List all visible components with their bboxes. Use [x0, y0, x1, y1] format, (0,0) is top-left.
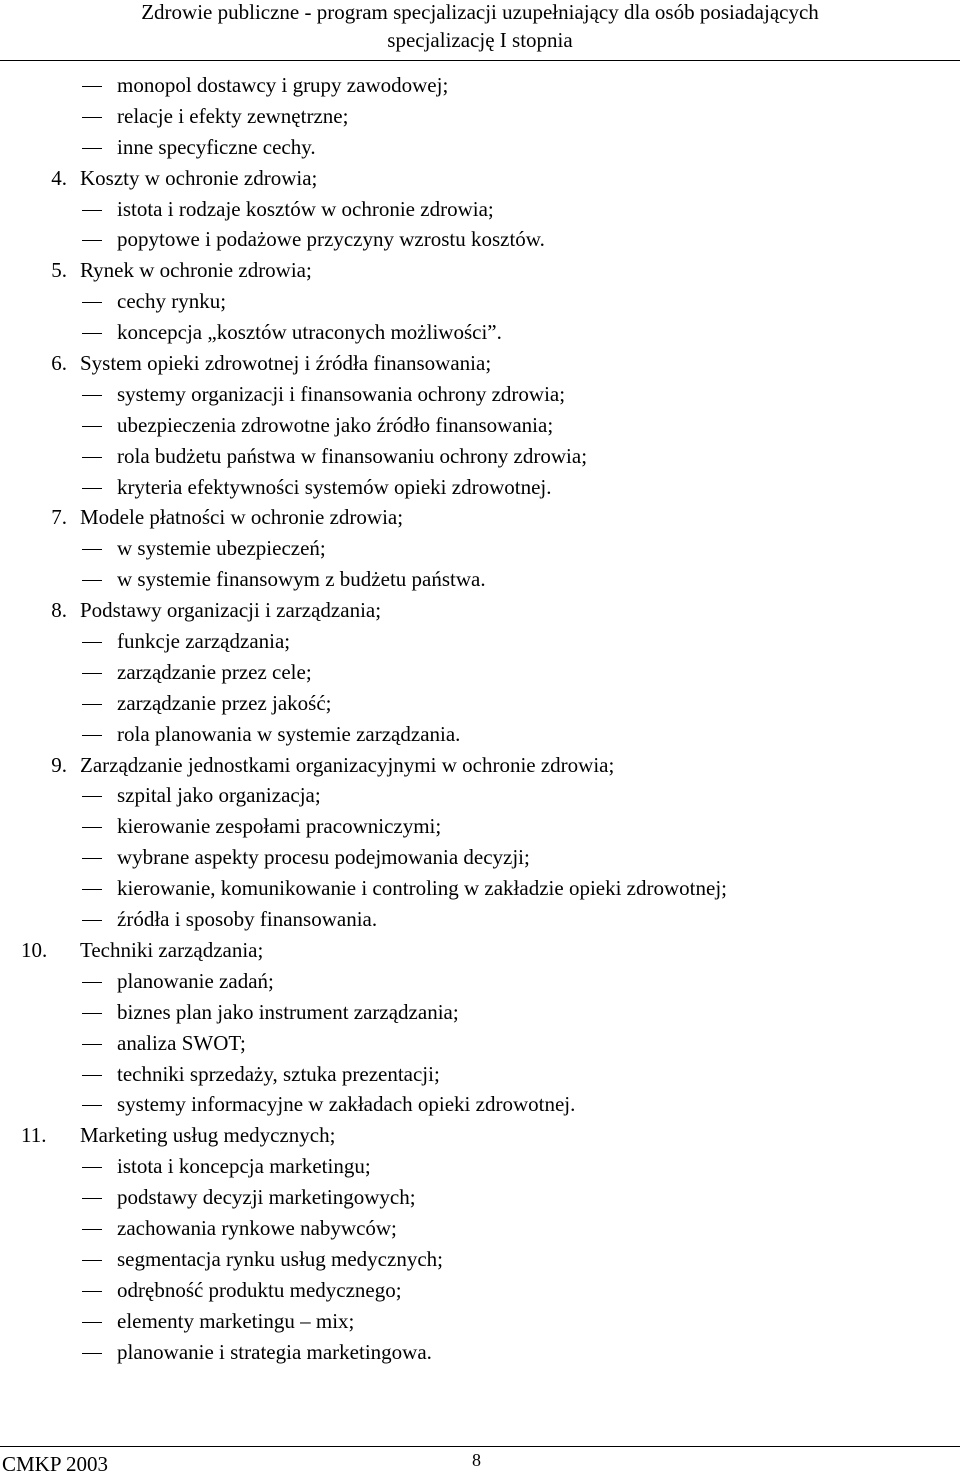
- list-item-text: ubezpieczenia zdrowotne jako źródło finansowania;: [117, 412, 554, 437]
- list-item-text: podstawy decyzji marketingowych;: [117, 1185, 416, 1210]
- list-item: [0, 194, 960, 225]
- list-item-text: kryteria efektywności systemów opieki zdrowotnej.: [117, 474, 552, 499]
- section-title: Koszty w ochronie zdrowia;: [80, 165, 318, 190]
- footer-divider: [0, 1446, 960, 1447]
- dash-bullet-icon: [82, 858, 102, 859]
- list-item: [0, 379, 960, 410]
- list-item-text: istota i rodzaje kosztów w ochronie zdrowia;: [117, 196, 494, 221]
- dash-bullet-icon: [82, 827, 102, 828]
- list-item: [0, 224, 960, 255]
- list-item-text: funkcje zarządzania;: [117, 629, 291, 654]
- list-item: [0, 1275, 960, 1306]
- syllabus-list: [0, 70, 960, 1367]
- section-number: 4.: [51, 165, 67, 190]
- section-number: 6.: [51, 351, 67, 376]
- section-heading: [0, 595, 960, 626]
- list-item-text: rola planowania w systemie zarządzania.: [117, 721, 461, 746]
- list-item: [0, 564, 960, 595]
- dash-bullet-icon: [82, 333, 102, 334]
- list-item-text: elementy marketingu – mix;: [117, 1308, 355, 1333]
- section-heading: [0, 1120, 960, 1151]
- page-number: 8: [472, 1450, 481, 1470]
- dash-bullet-icon: [82, 1322, 102, 1323]
- dash-bullet-icon: [82, 488, 102, 489]
- section-title: Zarządzanie jednostkami organizacyjnymi w ochronie zdrowia;: [80, 752, 615, 777]
- dash-bullet-icon: [82, 549, 102, 550]
- dash-bullet-icon: [82, 796, 102, 797]
- list-item-text: w systemie finansowym z budżetu państwa.: [117, 567, 486, 592]
- dash-bullet-icon: [82, 673, 102, 674]
- list-item-text: kierowanie, komunikowanie i controling w zakładzie opieki zdrowotnej;: [117, 876, 727, 901]
- list-item: [0, 873, 960, 904]
- section-title: Marketing usług medycznych;: [80, 1123, 336, 1148]
- section-heading: [0, 502, 960, 533]
- dash-bullet-icon: [82, 889, 102, 890]
- list-item: [0, 1028, 960, 1059]
- list-item: [0, 317, 960, 348]
- dash-bullet-icon: [82, 302, 102, 303]
- list-item-text: relacje i efekty zewnętrzne;: [117, 103, 349, 128]
- dash-bullet-icon: [82, 426, 102, 427]
- dash-bullet-icon: [82, 1013, 102, 1014]
- list-item-text: planowanie i strategia marketingowa.: [117, 1339, 432, 1364]
- list-item: [0, 286, 960, 317]
- dash-bullet-icon: [82, 735, 102, 736]
- list-item: [0, 657, 960, 688]
- list-item: [0, 1151, 960, 1182]
- footer-label: CMKP 2003: [2, 1452, 108, 1476]
- dash-bullet-icon: [82, 86, 102, 87]
- list-item-text: zarządzanie przez cele;: [117, 659, 312, 684]
- list-item-text: techniki sprzedaży, sztuka prezentacji;: [117, 1061, 440, 1086]
- dash-bullet-icon: [82, 642, 102, 643]
- list-item-text: monopol dostawcy i grupy zawodowej;: [117, 73, 449, 97]
- list-item-text: systemy organizacji i finansowania ochrony zdrowia;: [117, 381, 566, 406]
- header-title-line1: Zdrowie publiczne - program specjalizacji uzupełniający dla osób posiadających: [141, 0, 819, 24]
- dash-bullet-icon: [82, 148, 102, 149]
- list-item: [0, 1337, 960, 1368]
- section-number: 8.: [51, 598, 67, 623]
- list-item: [0, 101, 960, 132]
- section-title: Rynek w ochronie zdrowia;: [80, 258, 312, 283]
- list-item: [0, 688, 960, 719]
- dash-bullet-icon: [82, 240, 102, 241]
- dash-bullet-icon: [82, 117, 102, 118]
- dash-bullet-icon: [82, 1167, 102, 1168]
- section-number: 7.: [51, 505, 67, 530]
- list-item: [0, 1213, 960, 1244]
- page-header: [0, 0, 960, 54]
- dash-bullet-icon: [82, 1075, 102, 1076]
- list-item-text: inne specyficzne cechy.: [117, 134, 316, 159]
- section-number: 11.: [21, 1123, 47, 1148]
- list-item-text: rola budżetu państwa w finansowaniu ochrony zdrowia;: [117, 443, 588, 468]
- list-item-text: analiza SWOT;: [117, 1030, 246, 1055]
- list-item-text: biznes plan jako instrument zarządzania;: [117, 999, 459, 1024]
- list-item-text: kierowanie zespołami pracowniczymi;: [117, 814, 442, 839]
- section-number: 10.: [21, 937, 48, 962]
- dash-bullet-icon: [82, 580, 102, 581]
- dash-bullet-icon: [82, 1105, 102, 1106]
- list-item-text: koncepcja „kosztów utraconych możliwości”.: [117, 320, 502, 345]
- list-item: [0, 1244, 960, 1275]
- list-item: [0, 1089, 960, 1120]
- dash-bullet-icon: [82, 704, 102, 705]
- list-item-text: segmentacja rynku usług medycznych;: [117, 1246, 443, 1271]
- dash-bullet-icon: [82, 1229, 102, 1230]
- dash-bullet-icon: [82, 395, 102, 396]
- dash-bullet-icon: [82, 1353, 102, 1354]
- section-heading: [0, 163, 960, 194]
- section-number: 9.: [51, 752, 67, 777]
- list-item: [0, 132, 960, 163]
- section-title: System opieki zdrowotnej i źródła finansowania;: [80, 351, 492, 376]
- section-heading: [0, 935, 960, 966]
- list-item-text: zachowania rynkowe nabywców;: [117, 1215, 397, 1240]
- list-item: [0, 997, 960, 1028]
- list-item: [0, 780, 960, 811]
- list-item-text: popytowe i podażowe przyczyny wzrostu kosztów.: [117, 227, 545, 252]
- list-item: [0, 472, 960, 503]
- dash-bullet-icon: [82, 982, 102, 983]
- list-item-text: istota i koncepcja marketingu;: [117, 1154, 371, 1179]
- list-item-text: szpital jako organizacja;: [117, 783, 321, 808]
- dash-bullet-icon: [82, 1044, 102, 1045]
- list-item-text: cechy rynku;: [117, 289, 227, 314]
- dash-bullet-icon: [82, 920, 102, 921]
- list-item: [0, 410, 960, 441]
- list-item-text: systemy informacyjne w zakładach opieki zdrowotnej.: [117, 1092, 576, 1117]
- list-item-text: odrębność produktu medycznego;: [117, 1277, 402, 1302]
- dash-bullet-icon: [82, 457, 102, 458]
- header-title-line2: specjalizację I stopnia: [387, 28, 573, 52]
- section-number: 5.: [51, 258, 67, 283]
- section-heading: [0, 348, 960, 379]
- list-item: [0, 811, 960, 842]
- dash-bullet-icon: [82, 1291, 102, 1292]
- list-item-text: zarządzanie przez jakość;: [117, 690, 332, 715]
- list-item-text: planowanie zadań;: [117, 968, 274, 993]
- list-item: [0, 842, 960, 873]
- list-item: [0, 904, 960, 935]
- list-item: [0, 70, 960, 101]
- section-title: Techniki zarządzania;: [80, 937, 264, 962]
- dash-bullet-icon: [82, 210, 102, 211]
- dash-bullet-icon: [82, 1260, 102, 1261]
- list-item: [0, 533, 960, 564]
- list-item: [0, 1306, 960, 1337]
- section-title: Podstawy organizacji i zarządzania;: [80, 598, 382, 623]
- list-item: [0, 441, 960, 472]
- section-heading: [0, 255, 960, 286]
- list-item: [0, 1182, 960, 1213]
- list-item-text: wybrane aspekty procesu podejmowania decyzji;: [117, 845, 530, 870]
- list-item: [0, 966, 960, 997]
- section-title: Modele płatności w ochronie zdrowia;: [80, 505, 404, 530]
- list-item: [0, 626, 960, 657]
- list-item: [0, 1059, 960, 1090]
- list-item-text: w systemie ubezpieczeń;: [117, 536, 326, 561]
- header-divider: [0, 60, 960, 61]
- dash-bullet-icon: [82, 1198, 102, 1199]
- list-item: [0, 719, 960, 750]
- list-item-text: źródła i sposoby finansowania.: [117, 907, 378, 932]
- section-heading: [0, 750, 960, 781]
